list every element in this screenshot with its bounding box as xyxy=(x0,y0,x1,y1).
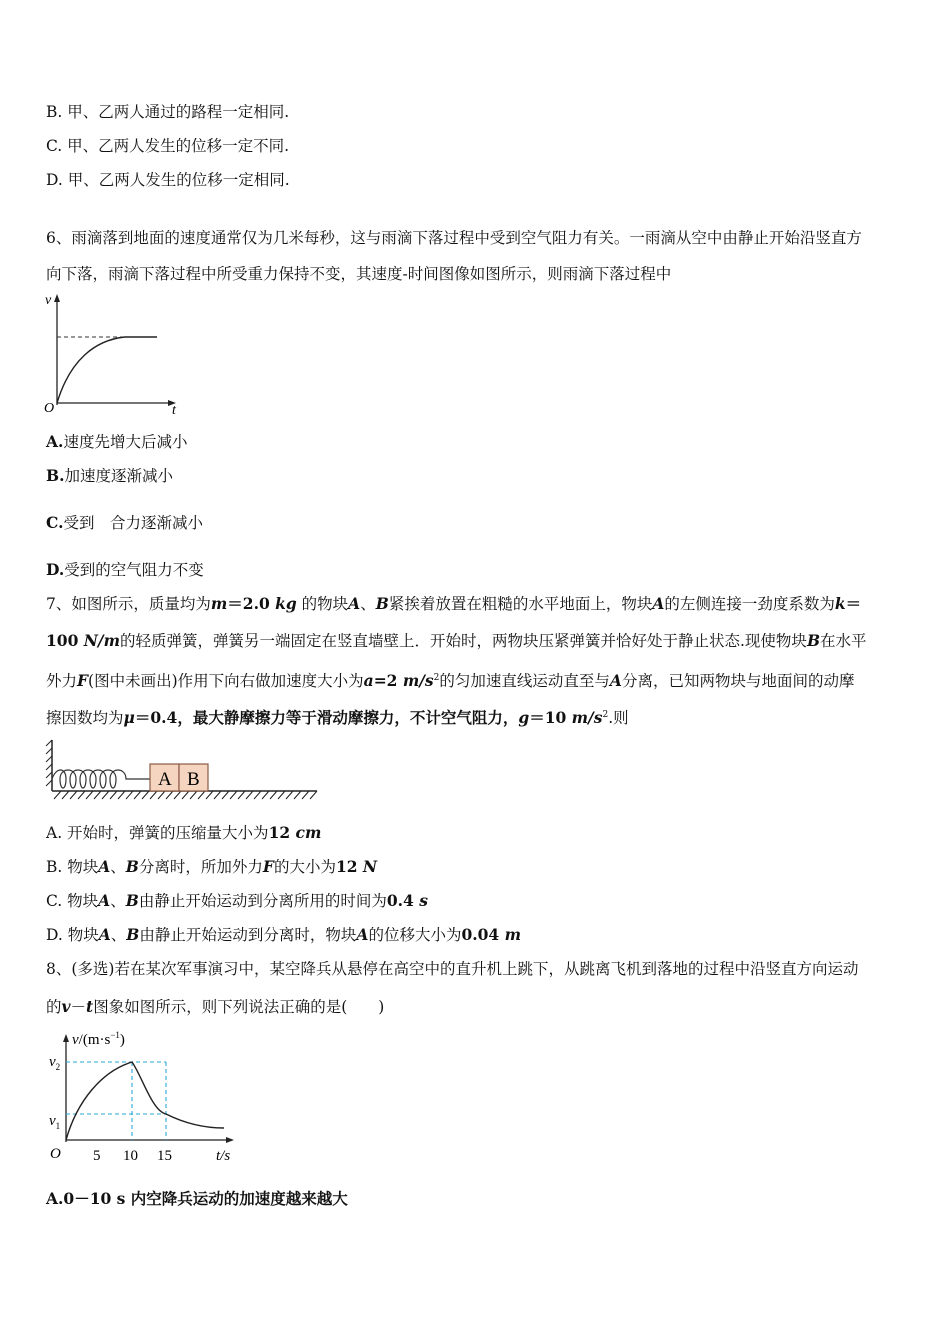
ground-hatch xyxy=(158,791,165,799)
q8-v2-label: $v_2$ xyxy=(49,1054,61,1072)
ground-hatch xyxy=(222,791,229,799)
q6-option-a: A.速度先增大后减小 xyxy=(46,432,188,451)
ground-hatch xyxy=(262,791,269,799)
q6-graph-y-label: v xyxy=(45,293,52,308)
q8-option-a: A.0－10 s 内空降兵运动的加速度越来越大 xyxy=(46,1189,348,1208)
ground-hatch xyxy=(198,791,205,799)
ground-hatch xyxy=(230,791,237,799)
ground-hatch xyxy=(182,791,189,799)
q5-option-d: D. 甲、乙两人发生的位移一定相同. xyxy=(46,171,290,189)
q8-tick-10: 10 xyxy=(123,1148,138,1164)
q8-graph-y-label: $v/(m\cdot s^{-1})$ xyxy=(72,1030,125,1048)
q6-graph-origin: O xyxy=(44,401,55,416)
ground-hatch xyxy=(94,791,101,799)
ground-hatch xyxy=(206,791,213,799)
q6-option-c: C.受到 合力逐渐减小 xyxy=(46,513,203,532)
q8-graph-x-label: t/s xyxy=(216,1148,231,1164)
ground-hatch xyxy=(278,791,285,799)
q5-option-c: C. 甲、乙两人发生的位移一定不同. xyxy=(46,137,290,155)
ground-hatch xyxy=(246,791,253,799)
spring xyxy=(52,770,150,788)
ground-hatch xyxy=(78,791,85,799)
q8-tick-15: 15 xyxy=(157,1148,172,1164)
ground-hatch xyxy=(294,791,301,799)
ground-hatch xyxy=(302,791,309,799)
q7-stem-line4: 擦因数均为μ＝0.4，最大静摩擦力等于滑动摩擦力，不计空气阻力，g＝10 $m/s^2$.则 xyxy=(46,708,629,728)
q6-velocity-time-graph xyxy=(40,290,190,420)
q6-option-d: D.受到的空气阻力不变 xyxy=(46,560,204,579)
vt-curve xyxy=(66,1062,224,1140)
ground-hatch xyxy=(126,791,133,799)
block-b-label: B xyxy=(187,769,200,790)
q8-stem-line1: 8、(多选)若在某次军事演习中，某空降兵从悬停在高空中的直升机上跳下，从跳离飞机到落地的过程中沿竖直方向运动 xyxy=(46,960,859,978)
ground-hatch xyxy=(254,791,261,799)
q7-spring-block-figure xyxy=(42,736,327,806)
q5-option-b: B. 甲、乙两人通过的路程一定相同. xyxy=(46,103,290,121)
q8-stem-line2: 的v－t图象如图所示，则下列说法正确的是( ) xyxy=(46,997,385,1016)
ground-hatch xyxy=(270,791,277,799)
q8-tick-5: 5 xyxy=(93,1148,101,1164)
q6-stem-line2: 向下落，雨滴下落过程中所受重力保持不变，其速度-时间图像如图所示，则雨滴下落过程中 xyxy=(46,265,672,283)
ground-hatch xyxy=(150,791,157,799)
ground-hatch xyxy=(62,791,69,799)
ground-hatch xyxy=(286,791,293,799)
q8-velocity-time-graph xyxy=(42,1026,242,1168)
q7-option-b: B. 物块A、B分离时，所加外力F的大小为12 N xyxy=(46,857,378,876)
ground-hatch xyxy=(110,791,117,799)
q7-stem-line1: 7、如图所示，质量均为m＝2.0 kg 的物块A、B紧挨着放置在粗糙的水平地面上，物块A的左侧连接一劲度系数为k＝ xyxy=(46,594,862,613)
ground-hatch xyxy=(118,791,125,799)
q7-stem-line3: 外力F(图中未画出)作用下向右做加速度大小为a=2 $m/s^2$的匀加速直线运动直至与A分离，已知两物块与地面间的动摩 xyxy=(46,671,855,691)
q6-graph-x-label: t xyxy=(172,403,176,418)
ground-hatch xyxy=(238,791,245,799)
q8-v1-label: $v_1$ xyxy=(49,1113,61,1131)
ground-hatch xyxy=(86,791,93,799)
q7-option-d: D. 物块A、B由静止开始运动到分离时，物块A的位移大小为0.04 m xyxy=(46,925,522,944)
block-a-label: A xyxy=(158,769,172,790)
ground-hatch xyxy=(142,791,149,799)
q7-option-a: A. 开始时，弹簧的压缩量大小为12 cm xyxy=(46,823,322,842)
ground-hatch xyxy=(174,791,181,799)
ground-hatch xyxy=(190,791,197,799)
ground-hatch xyxy=(214,791,221,799)
ground-hatch xyxy=(310,791,317,799)
ground-hatch xyxy=(70,791,77,799)
ground-hatch xyxy=(166,791,173,799)
ground-hatch xyxy=(54,791,61,799)
q8-graph-origin: O xyxy=(50,1146,61,1162)
q7-stem-line2: 100 N/m的轻质弹簧，弹簧另一端固定在竖直墙壁上．开始时，两物块压紧弹簧并恰好处于静止状态.现使物块B在水平 xyxy=(46,631,867,650)
q6-stem-line1: 6、雨滴落到地面的速度通常仅为几米每秒，这与雨滴下落过程中受到空气阻力有关。一雨滴从空中由静止开始沿竖直方 xyxy=(46,229,862,247)
q6-option-b: B.加速度逐渐减小 xyxy=(46,466,174,485)
ground-hatch xyxy=(102,791,109,799)
ground-hatch xyxy=(134,791,141,799)
q7-option-c: C. 物块A、B由静止开始运动到分离所用的时间为0.4 s xyxy=(46,891,428,910)
